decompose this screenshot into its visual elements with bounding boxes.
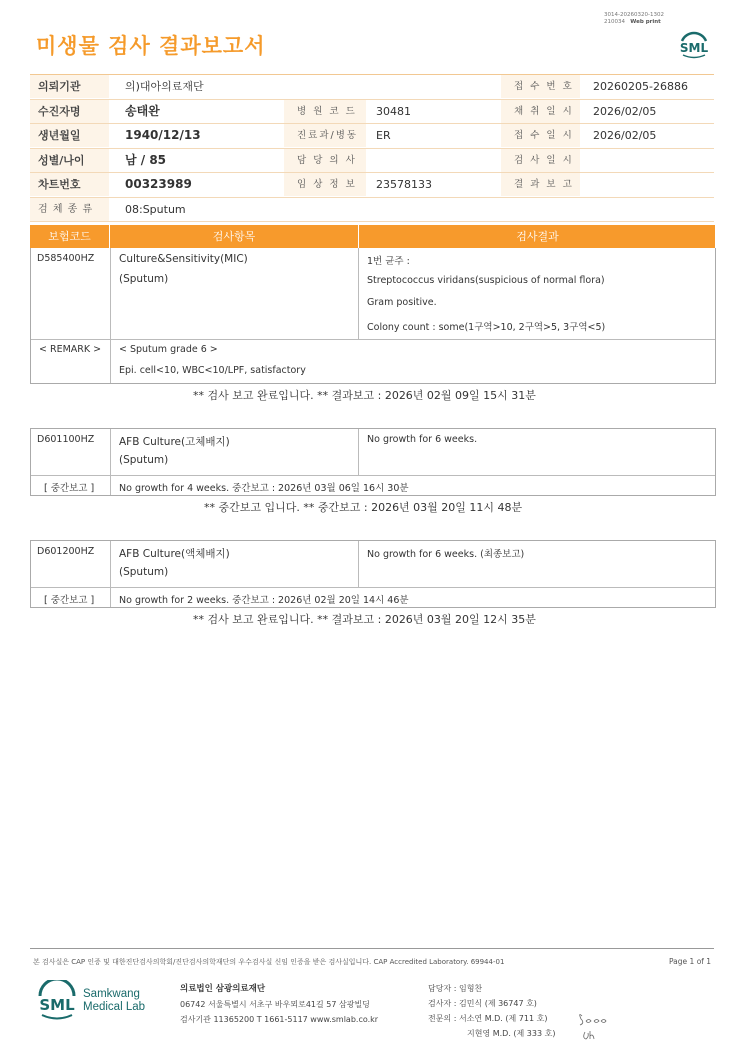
result-line: Streptococcus viridans(suspicious of normal flora) (367, 275, 605, 286)
staff-line: 지현영 M.D. (제 333 호) (467, 1029, 556, 1038)
report-status: ** 검사 보고 완료입니다. ** 결과보고 : 2026년 02월 09일 15시 31분 (193, 389, 536, 402)
organization-info (180, 981, 378, 1027)
info-value: 2026/02/05 (593, 129, 657, 142)
info-value (580, 149, 714, 172)
test-specimen: (Sputum) (119, 454, 169, 466)
print-code-line1: 3014-20260320-1302 (604, 12, 664, 18)
info-label (284, 75, 366, 98)
interim-label: [ 중간보고 ] (44, 595, 95, 606)
info-value: 2026/02/05 (593, 104, 657, 118)
test-block-culture (30, 248, 716, 384)
test-block-afb-solid (30, 428, 716, 496)
test-code: D601200HZ (37, 546, 95, 557)
info-label (501, 198, 580, 221)
info-value: 00323989 (125, 177, 192, 191)
test-specimen: (Sputum) (119, 566, 169, 578)
info-label: 검 사 일 시 (501, 149, 580, 172)
results-header (30, 225, 715, 248)
result-line: No growth for 6 weeks. (367, 434, 478, 445)
remark-line: Epi. cell<10, WBC<10/LPF, satisfactory (119, 365, 306, 376)
col-test-result: 검사결과 (358, 225, 716, 248)
patient-info-table (30, 74, 714, 222)
info-value: 08:Sputum (125, 202, 186, 216)
col-insurance-code: 보험코드 (48, 230, 91, 243)
info-value: ER (376, 129, 391, 142)
staff-info (428, 981, 555, 1041)
test-specimen: (Sputum) (119, 273, 169, 285)
report-title: 미생물 검사 결과보고서 (36, 34, 266, 58)
logo-name-line2: Medical Lab (83, 1001, 146, 1013)
info-value: 30481 (376, 104, 411, 118)
info-label: 차트번호 (30, 173, 109, 196)
info-label: 수진자명 (30, 100, 109, 123)
sml-logo-text: SML (679, 41, 709, 55)
info-value (366, 75, 501, 98)
test-code: D601100HZ (37, 434, 95, 445)
test-item-name: AFB Culture(고체배지) (119, 436, 230, 448)
test-item-name: AFB Culture(액체배지) (119, 548, 230, 560)
org-name: 의료법인 삼광의료재단 (180, 984, 266, 994)
info-label: 의뢰기관 (30, 75, 109, 98)
info-label: 병 원 코 드 (284, 100, 366, 123)
info-label: 진료과/병동 (284, 124, 366, 147)
print-code-line2: 210034 (604, 19, 625, 25)
footer-divider (30, 948, 714, 949)
staff-line: 검사자 : 김민식 (제 36747 호) (428, 999, 537, 1008)
info-label: 결 과 보 고 (501, 173, 580, 196)
org-address: 06742 서울특별시 서초구 바우뫼로41길 57 삼광빌딩 (180, 1000, 370, 1009)
info-label: 검 체 종 류 (30, 198, 109, 221)
info-value (366, 198, 501, 221)
interim-line: No growth for 2 weeks. 중간보고 : 2026년 02월 20일 14시 46분 (119, 595, 409, 606)
result-line: Gram positive. (367, 297, 437, 308)
report-status: ** 중간보고 입니다. ** 중간보고 : 2026년 03월 20일 11시 48분 (204, 501, 523, 514)
patient-info-row (30, 100, 714, 125)
info-label: 임 상 정 보 (284, 173, 366, 196)
test-item-name: Culture&Sensitivity(MIC) (119, 253, 248, 265)
info-label: 접 수 번 호 (501, 75, 580, 98)
info-label: 성별/나이 (30, 149, 109, 172)
remark-line: < Sputum grade 6 > (119, 344, 218, 355)
info-label (284, 198, 366, 221)
org-contact: 검사기관 11365200 T 1661-5117 www.smlab.co.kr (180, 1015, 379, 1024)
result-line: 1번 균주 : (367, 256, 410, 267)
result-line: Colony count : some(1구역>10, 2구역>5, 3구역<5) (367, 322, 606, 333)
sml-footer-logo-text: SML (39, 996, 75, 1014)
page-number: Page 1 of 1 (669, 957, 712, 966)
info-value (580, 173, 714, 196)
patient-info-row (30, 173, 714, 198)
info-label: 채 취 일 시 (501, 100, 580, 123)
patient-info-row (30, 75, 714, 100)
interim-line: No growth for 4 weeks. 중간보고 : 2026년 03월 06일 16시 30분 (119, 483, 409, 494)
staff-line: 전문의 : 서소연 M.D. (제 711 호) (428, 1014, 548, 1023)
staff-line: 담당자 : 임형찬 (428, 984, 483, 993)
result-line: No growth for 6 weeks. (최종보고) (367, 549, 525, 560)
info-label: 담 당 의 사 (284, 149, 366, 172)
accreditation-note: 본 검사실은 CAP 인증 및 대한진단검사의학회/진단검사의학재단의 우수검사실 신임 인증을 받은 검사실입니다. CAP Accredited Laboratory. 69944-01 (33, 958, 505, 966)
report-status: ** 검사 보고 완료입니다. ** 결과보고 : 2026년 03월 20일 12시 35분 (193, 613, 536, 626)
patient-info-row (30, 149, 714, 174)
interim-label: [ 중간보고 ] (44, 483, 95, 494)
info-value (580, 198, 714, 221)
info-value: 의)대아의료재단 (125, 80, 204, 93)
info-label: 생년월일 (30, 124, 109, 147)
patient-info-row (30, 198, 714, 223)
print-code (604, 12, 664, 26)
info-value: 송태완 (125, 103, 160, 118)
info-value: 남 / 85 (125, 152, 167, 167)
sml-logo-icon (676, 26, 712, 62)
signature-image (576, 1010, 610, 1042)
patient-info-row (30, 124, 714, 149)
test-code: D585400HZ (37, 253, 95, 264)
test-block-afb-liquid (30, 540, 716, 608)
info-label: 접 수 일 시 (501, 124, 580, 147)
samkwang-logo (36, 980, 166, 1030)
col-test-item: 검사항목 (109, 225, 358, 248)
info-value: 20260205-26886 (593, 80, 688, 93)
remark-label: < REMARK > (39, 344, 102, 355)
sml-footer-logo-icon (36, 980, 78, 1024)
info-value: 1940/12/13 (125, 128, 201, 142)
logo-name-line1: Samkwang (83, 988, 140, 1000)
web-print-label: Web print (630, 19, 661, 25)
info-value (366, 149, 501, 172)
info-value: 23578133 (376, 178, 432, 191)
